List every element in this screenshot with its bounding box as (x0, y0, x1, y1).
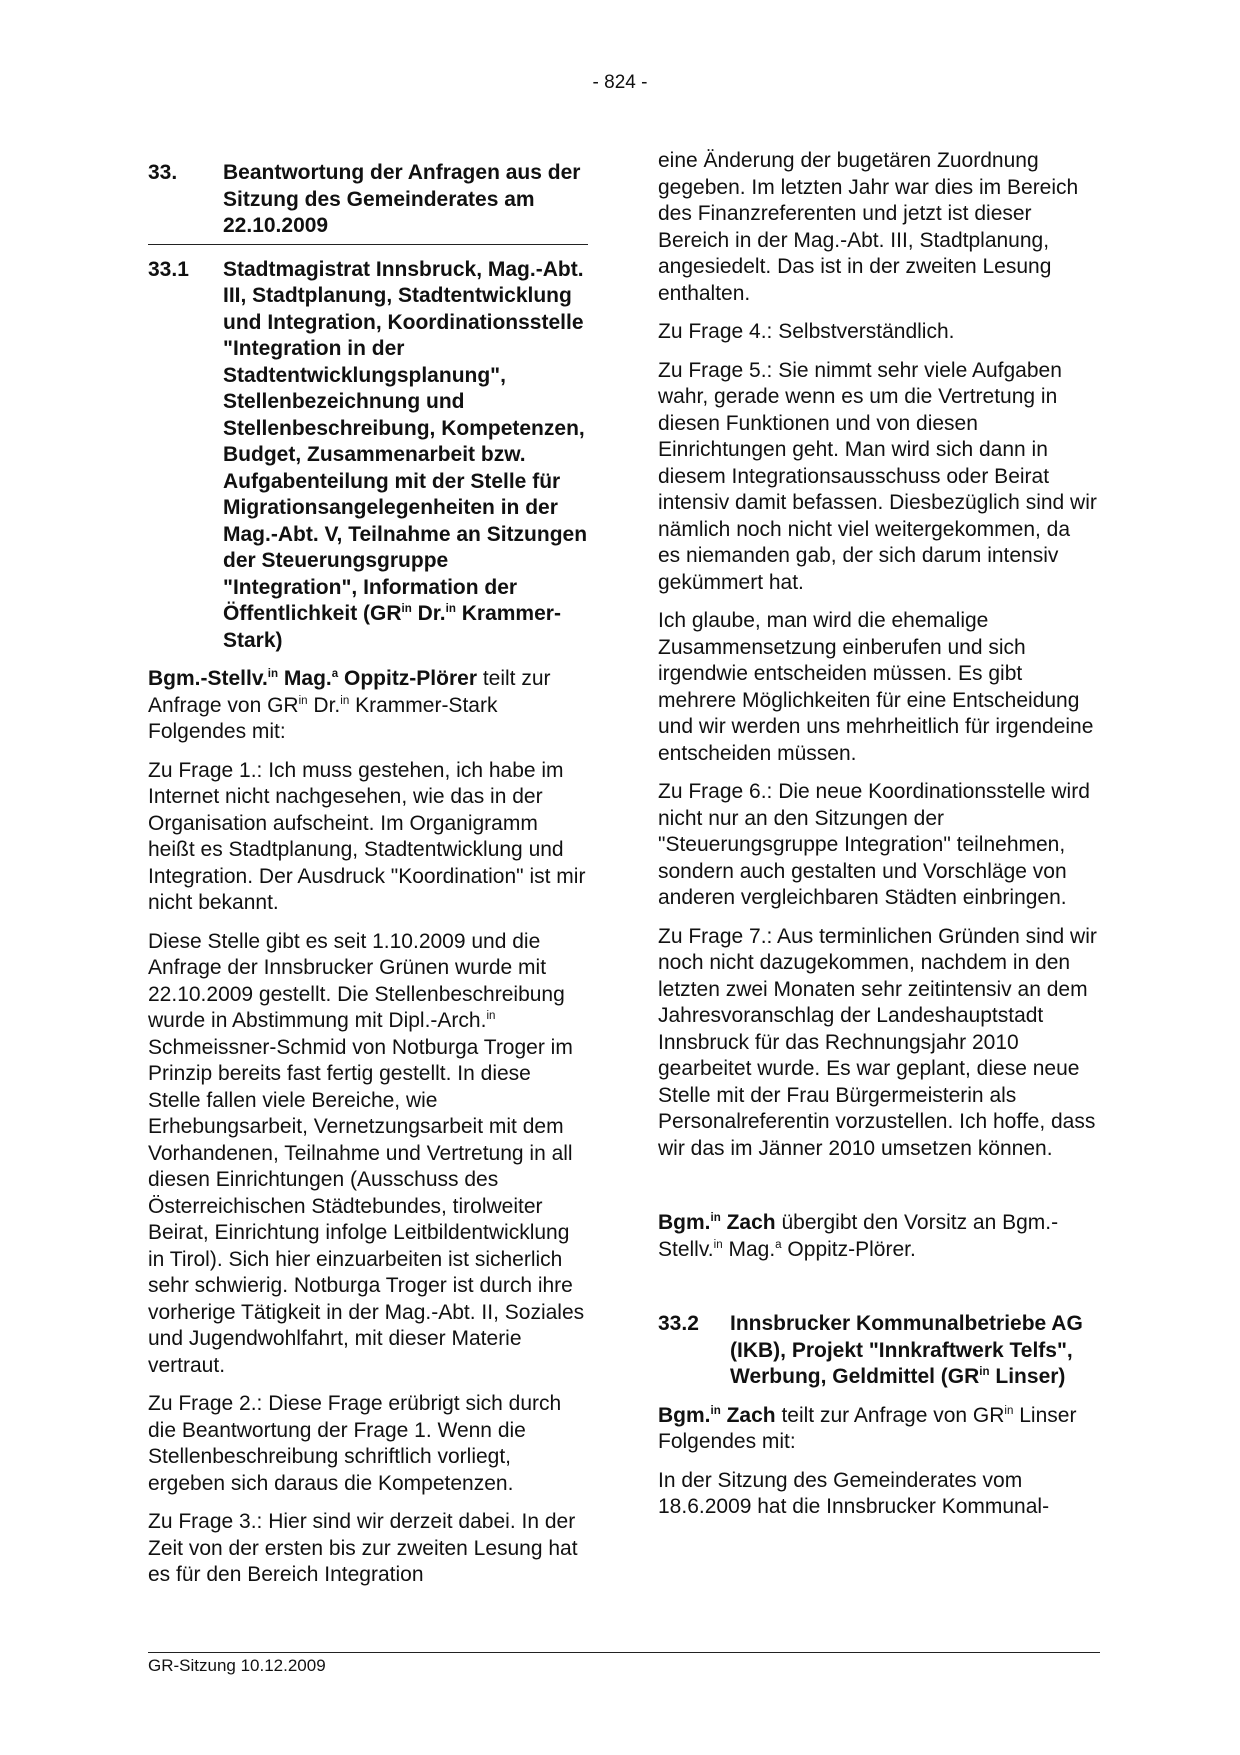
answer-frage-7: Zu Frage 7.: Aus terminlichen Gründen sind wir noch nicht dazugekommen, nachdem in den letzten zwei Monaten sehr zeitintensiv an dem Jahresvoranschlag der Landeshauptstadt Innsbruck für das Rechnungsjahr 2010 gearbeitet wurde. Es war geplant, diese neue Stelle mit der Frau Bürgermeisterin als Personalreferentin vorzustellen. Ich hoffe, dass wir das im Jänner 2010 umsetzen können. (658, 924, 1097, 1160)
section-number: 33.1 (148, 257, 189, 281)
answer-frage-3-continued: eine Änderung der bugetären Zuordnung gegeben. Im letzten Jahr war dies im Bereich des Finanzreferenten und jetzt ist dieser Bereich in der Mag.-Abt. III, Stadtplanung, angesiedelt. Das ist in der zweiten Lesung enthalten. (658, 149, 1079, 305)
answer-frage-5: Zu Frage 5.: Sie nimmt sehr viele Aufgaben wahr, gerade wenn es um die Vertretung in diesen Funktionen und von diesen Einrichtungen geht. Man wird sich dann in diesem Integrationsausschuss oder Beirat intensiv damit befassen. Diesbezüglich sind wir nämlich noch nicht viel weitergekommen, da es niemanden gab, der sich darum intensiv gekümmert hat. (658, 358, 1097, 594)
section-heading-33-2 (658, 1311, 1098, 1391)
superscript: in (710, 1212, 721, 1224)
answer-frage-6: Zu Frage 6.: Die neue Koordinationsstelle wird nicht nur an den Sitzungen der "Steuerungsgruppe Integration" teilnehmen, sondern auch gestalten und Vorschläge von anderen vergleichbaren Städten einbringen. (658, 780, 1090, 909)
paragraph-sitzung: In der Sitzung des Gemeinderates vom 18.6.2009 hat die Innsbrucker Kommunal- (658, 1468, 1050, 1518)
paragraph-glaube: Ich glaube, man wird die ehemalige Zusammensetzung einberufen und sich irgendwie entscheiden müssen. Es gibt mehrere Möglichkeiten für eine Entscheidung und wir werden uns mehrheitlich für irgendeine entscheiden müssen. (658, 609, 1094, 765)
section-heading-33-1 (148, 257, 588, 655)
text-part: Oppitz-Plörer. (781, 1237, 916, 1261)
answer-frage-1: Zu Frage 1.: Ich muss gestehen, ich habe im Internet nicht nachgesehen, wie das in der Organisation aufscheint. Im Organigramm heißt es Stadtplanung, Stadtentwicklung und Integration. Der Ausdruck "Koordination" ist mir nicht bekannt. (148, 758, 586, 914)
superscript: in (401, 603, 412, 615)
speaker-name: Mag. (278, 667, 332, 690)
superscript: in (445, 603, 456, 615)
answer-frage-2: Zu Frage 2.: Diese Frage erübrigt sich durch die Beantwortung der Frage 1. Wenn die Stellenbeschreibung schriftlich vorliegt, ergeben sich daraus die Kompetenzen. (148, 1392, 562, 1495)
title-part: Krammer-Stark) (223, 602, 561, 652)
paragraph-stelle (148, 929, 588, 1380)
paragraph-zach (658, 1403, 1098, 1456)
text-part: Dr. (307, 693, 341, 717)
superscript: in (713, 1238, 723, 1251)
section-title (730, 1311, 1098, 1391)
title-part: Dr. (411, 602, 446, 625)
intro-paragraph (148, 666, 588, 746)
text-part: teilt zur Anfrage von GR (148, 667, 551, 717)
section-number: 33. (148, 161, 178, 184)
title-part: Innsbrucker Kommunalbetriebe AG (IKB), Projekt "Innkraftwerk Telfs", Werbung, Geldmittel (GR (730, 1312, 1083, 1388)
superscript: in (1004, 1404, 1014, 1417)
section-title: Beantwortung der Anfragen aus der Sitzung des Gemeinderates am 22.10.2009 (223, 161, 581, 237)
speaker-name: Bgm.-Stellv. (148, 667, 268, 690)
footer-text: GR-Sitzung 10.12.2009 (148, 1656, 326, 1675)
title-part: Stadtmagistrat Innsbruck, Mag.-Abt. III, Stadtplanung, Stadtentwicklung und Integration, Koordinationsstelle "Integration in der Stadtentwicklungsplanung", Stellenbezeichnung und Stellenbeschreibung, Kompetenzen, Budget, Zusammenarbeit bzw. Aufgabenteilung mit der Stelle für Migrationsangelegenheiten in der Mag.-Abt. V, Teilnahme an Sitzungen der Steuerungsgruppe "Integration", Information der Öffentlichkeit (GR (223, 257, 588, 625)
superscript: in (486, 1010, 496, 1022)
superscript: in (298, 694, 308, 707)
speaker-name: Zach (720, 1211, 776, 1234)
paragraph-vorsitz (658, 1210, 1098, 1263)
answer-frage-4: Zu Frage 4.: Selbstverständlich. (658, 320, 955, 343)
text-part: übergibt den Vorsitz an Bgm.-Stellv. (658, 1211, 1059, 1261)
superscript: in (979, 1366, 990, 1378)
speaker-name: Bgm. (658, 1403, 711, 1427)
text-part: Schmeissner-Schmid von Notburga Troger im Prinzip bereits fast fertig gestellt. In diese Stelle fallen viele Bereiche, wie Erhebungsarbeit, Vernetzungsarbeit mit dem Vorhandenen, Teilnahme und Vertretung in all diesen Einrichtungen (Ausschuss des Österreichischen Städtebundes, tirolweiter Beirat, Einrichtung infolge Leitbildentwicklung in Tirol). Sich hier einzuarbeiten ist sicherlich sehr schwierig. Notburga Troger ist durch ihre vorherige Tätigkeit in der Mag.-Abt. II, Soziales und Jugendwohlfahrt, mit dieser Materie vertraut. (148, 1035, 585, 1377)
left-column (148, 160, 588, 1601)
text-part: Mag. (722, 1237, 776, 1261)
section-heading-33 (148, 160, 588, 245)
footer-divider (148, 1652, 1100, 1653)
superscript: in (340, 694, 350, 707)
text-part: Krammer-Stark Folgendes mit: (148, 693, 498, 743)
superscript: in (710, 1404, 721, 1417)
section-number: 33.2 (658, 1312, 699, 1335)
speaker-name: Zach (720, 1403, 776, 1427)
speaker-name: Bgm. (658, 1211, 711, 1234)
superscript: a (331, 668, 339, 680)
section-title (223, 257, 588, 655)
answer-frage-3: Zu Frage 3.: Hier sind wir derzeit dabei. In der Zeit von der ersten bis zur zweiten Lesung hat es für den Bereich Integration (148, 1510, 578, 1586)
text-part: teilt zur Anfrage von GR (775, 1403, 1005, 1427)
superscript: a (775, 1238, 782, 1251)
text-part: Linser Folgendes mit: (658, 1403, 1077, 1453)
text-part: Diese Stelle gibt es seit 1.10.2009 und die Anfrage der Innsbrucker Grünen wurde mit 22.10.2009 gestellt. Die Stellenbeschreibung wurde in Abstimmung mit Dipl.-Arch. (148, 929, 565, 1032)
right-column (658, 148, 1098, 1533)
title-part: Linser) (989, 1365, 1066, 1388)
page-number: - 824 - (592, 72, 648, 93)
superscript: in (267, 668, 279, 680)
speaker-name: Oppitz-Plörer (338, 667, 477, 690)
